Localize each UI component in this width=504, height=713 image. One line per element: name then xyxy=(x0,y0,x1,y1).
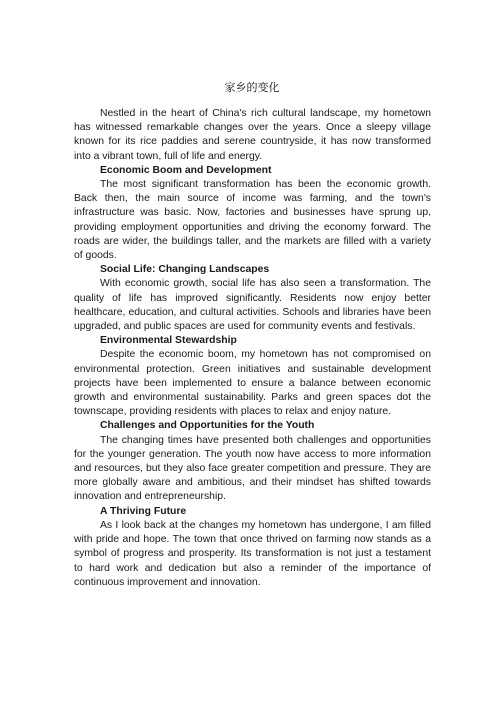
section-body-social-life: With economic growth, social life has also seen a transformation. The quality of life has improved significantly. Residents now enjoy better healthcare, education, and cultural activities. Schools and libraries have been upgraded, and public spaces are used for community events and festivals. xyxy=(74,278,431,333)
intro-paragraph: Nestled in the heart of China's rich cultural landscape, my hometown has witnessed remarkable changes over the years. Once a sleepy village known for its rice paddies and serene countryside, it has now transformed into a vibrant town, full of life and energy. xyxy=(74,108,431,162)
document-body xyxy=(74,107,431,590)
section-heading-future: A Thriving Future xyxy=(100,505,187,517)
section-heading-youth: Challenges and Opportunities for the Youth xyxy=(100,420,315,432)
section-body-youth: The changing times have presented both challenges and opportunities for the younger generation. The youth now have access to more information and resources, but they also face greater competition and pressure. They are more globally aware and ambitious, and their mindset has shifted towards innovation and entrepreneurship. xyxy=(74,434,431,503)
section-body-future: As I look back at the changes my hometown has undergone, I am filled with pride and hope. The town that once thrived on farming now stands as a symbol of progress and prosperity. Its transformation is not just a testament to hard work and dedication but also a reminder of the importance of continuous improvement and innovation. xyxy=(74,519,431,588)
section-heading-social-life: Social Life: Changing Landscapes xyxy=(100,264,270,276)
section-heading-environment: Environmental Stewardship xyxy=(100,335,237,347)
section-body-environment: Despite the economic boom, my hometown has not compromised on environmental protection. Green initiatives and sustainable development projects have been implemented to ensure a balance between economic growth and environmental sustainability. Parks and green spaces dot the townscape, providing residents with places to relax and enjoy nature. xyxy=(74,349,431,418)
section-body-economy: The most significant transformation has been the economic growth. Back then, the main source of income was farming, and the town's infrastructure was basic. Now, factories and businesses have sprung up, providing employment opportunities and driving the economy forward. The roads are wider, the buildings taller, and the markets are filled with a variety of goods. xyxy=(74,179,431,262)
document-title: 家乡的变化 xyxy=(224,81,280,94)
section-heading-economy: Economic Boom and Development xyxy=(100,164,272,176)
